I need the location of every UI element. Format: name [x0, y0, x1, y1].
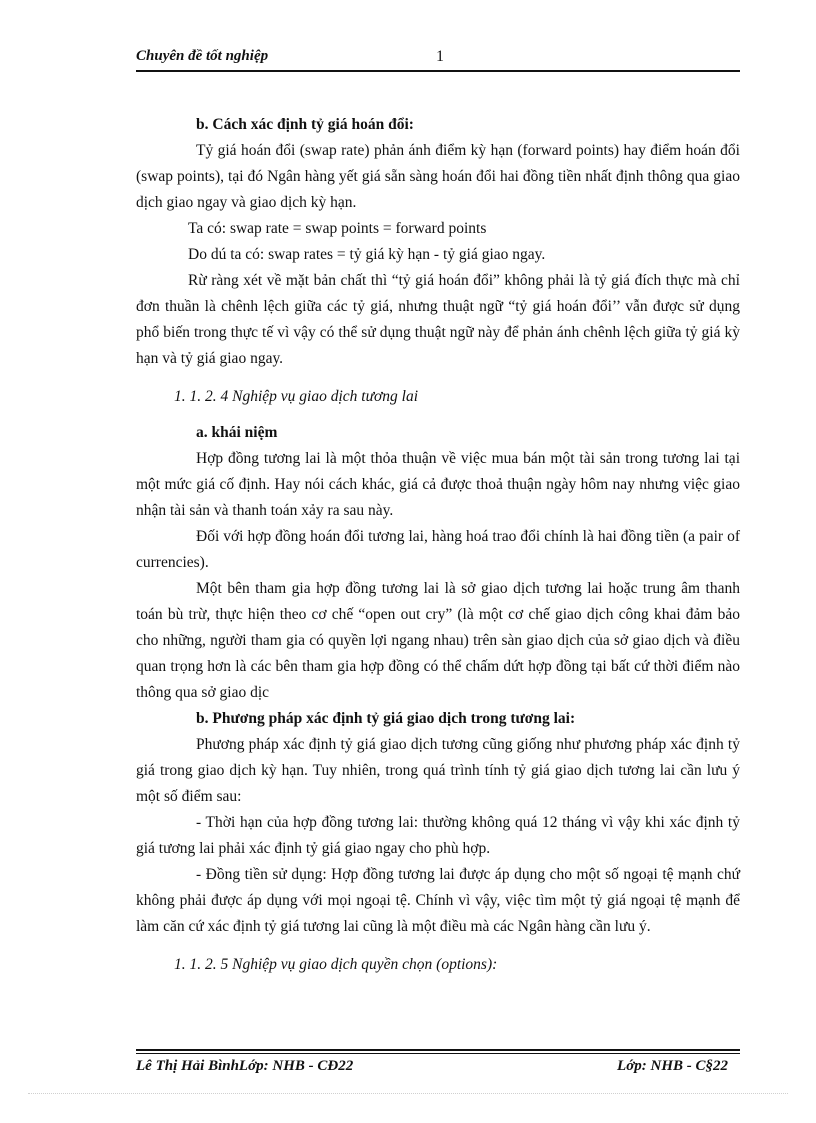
footer-author: Lê Thị Hải BìnhLớp: NHB - CĐ22: [136, 1058, 354, 1074]
paragraph: Đối với hợp đồng hoán đổi tương lai, hàng hoá trao đổi chính là hai đồng tiền (a pair of currencies).: [136, 528, 740, 571]
paragraph: - Thời hạn của hợp đồng tương lai: thường không quá 12 tháng vì vậy khi xác định tỷ giá tương lai phải xác định tỷ giá giao ngay cho phù hợp.: [136, 814, 740, 857]
header-title: Chuyên đề tốt nghiệp: [136, 48, 269, 64]
paragraph: Ta có: swap rate = swap points = forward points: [188, 220, 487, 237]
page-bottom-divider: [28, 1093, 788, 1094]
footer-class: Lớp: NHB - C§22: [617, 1058, 728, 1074]
footer-rule: [136, 1049, 740, 1051]
paragraph: Tỷ giá hoán đổi (swap rate) phản ánh điểm kỳ hạn (forward points) hay điểm hoán đổi (swap points), tại đó Ngân hàng yết giá sẵn sàng hoán đổi hai đồng tiền nhất định thông qua giao dịch giao ngay và giao dịch kỳ hạn.: [136, 142, 740, 211]
paragraph: Phương pháp xác định tỷ giá giao dịch tương cũng giống như phương pháp xác định tỷ giá trong giao dịch kỳ hạn. Tuy nhiên, trong quá trình tính tỷ giá giao dịch tương lai cần lưu ý một số điểm sau:: [136, 736, 740, 805]
section-heading-1125: 1. 1. 2. 5 Nghiệp vụ giao dịch quyền chọn (options):: [174, 956, 498, 973]
paragraph: Rừ ràng xét về mặt bản chất thì “tỷ giá hoán đổi” không phải là tỷ giá đích thực mà chỉ đơn thuần là chênh lệch giữa các tỷ giá, nhưng thuật ngữ “tỷ giá hoán đổi’’ vẫn được sử dụng phổ biến trong thực tế vì vậy có thể sử dụng thuật ngữ này để phản ánh chênh lệch giữa tỷ giá kỳ hạn và tỷ giá giao ngay.: [136, 272, 740, 367]
section-heading-1124: 1. 1. 2. 4 Nghiệp vụ giao dịch tương lai: [174, 388, 419, 405]
heading-future-rate-method: b. Phương pháp xác định tỷ giá giao dịch trong tương lai:: [196, 710, 576, 727]
paragraph: Do dú ta có: swap rates = tỷ giá kỳ hạn - tỷ giá giao ngay.: [188, 246, 546, 263]
paragraph: Một bên tham gia hợp đồng tương lai là sở giao dịch tương lai hoặc trung âm thanh toán bù trừ, thực hiện theo cơ chế “open out cry” (là một cơ chế giao dịch công khai đảm bảo cho những, người tham gia có quyền lợi ngang nhau) trên sàn giao dịch của sở giao dịch và điều quan trọng hơn là các bên tham gia hợp đồng có thể chấm dứt hợp đồng tại bất cứ thời điểm nào thông qua sở giao dịc: [136, 580, 740, 701]
page-number: 1: [436, 48, 444, 65]
paragraph: - Đồng tiền sử dụng: Hợp đồng tương lai được áp dụng cho một số ngoại tệ mạnh chứ không phải được áp dụng với mọi ngoại tệ. Chính vì vậy, việc tìm một tỷ giá ngoại tệ mạnh để làm căn cứ xác định tỷ giá tương lai cũng là một điều mà các Ngân hàng cần lưu ý.: [136, 866, 740, 935]
page-header: [136, 48, 740, 70]
header-rule: [136, 70, 740, 72]
document-body: [136, 112, 740, 988]
footer-rule-thin: [136, 1053, 740, 1054]
heading-concept: a. khái niệm: [196, 424, 278, 441]
heading-swap-rate: b. Cách xác định tỷ giá hoán đổi:: [196, 116, 414, 133]
paragraph: Hợp đồng tương lai là một thỏa thuận về việc mua bán một tài sản trong tương lai tại một mức giá cố định. Hay nói cách khác, giá cả được thoả thuận ngày hôm nay nhưng việc giao nhận tài sản và thanh toán xảy ra sau này.: [136, 450, 740, 519]
